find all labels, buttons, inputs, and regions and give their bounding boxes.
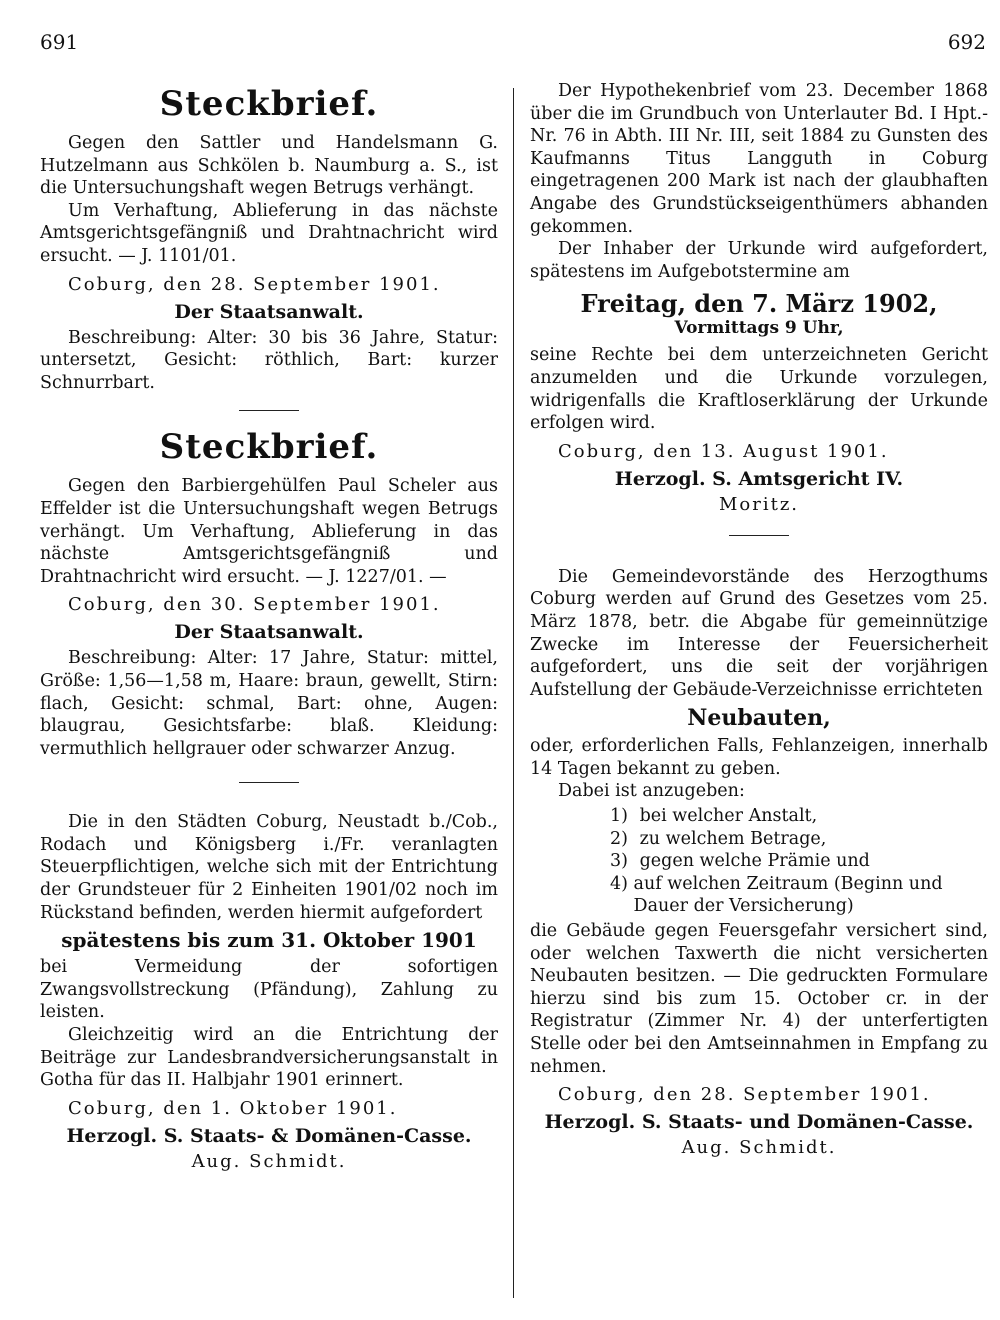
list-item-number: 2): [610, 828, 628, 849]
list-item-text: gegen welche Prämie und: [639, 851, 870, 872]
notice-body: Die Gemeindevorstände des Herzogthums Coburg werden auf Grund des Gesetzes vom 25. März 1878, betr. die Abgabe für gemeinnützige Zwecke im Interesse der Feuersicherheit aufgefordert, uns die seit der vorjährigen Aufstellung der Gebäude-Verzeichnisse errichteten: [530, 566, 988, 700]
list-item: [610, 805, 988, 828]
section-rule: [239, 782, 299, 783]
signatory-name: Aug. Schmidt.: [191, 1150, 347, 1172]
notice-mortgage-letter: [530, 80, 988, 515]
notice-heading: Neubauten,: [687, 705, 831, 732]
list-item: [610, 873, 988, 918]
place-date: Coburg, den 1. Oktober 1901.: [68, 1097, 398, 1119]
place-date: Coburg, den 30. September 1901.: [68, 594, 441, 616]
list-item-text: bei welcher Anstalt,: [639, 806, 818, 827]
notice-warrant-2: [40, 427, 498, 760]
column-divider: [513, 88, 514, 1298]
hearing-time: Vormittags 9 Uhr,: [674, 318, 844, 339]
section-rule: [729, 535, 789, 536]
person-description: Beschreibung: Alter: 17 Jahre, Statur: mittel, Größe: 1,56—1,58 m, Haare: braun, gewellt, Stirn: flach, Gesicht: schmal, Bart: ohne, Augen: blaugrau, Gesichtsfarbe: blaß. Kleidung: vermuthlich hellgrauer oder schwarzer Anzug.: [40, 648, 498, 759]
place-date: Coburg, den 13. August 1901.: [558, 440, 889, 462]
notice-warrant-1: [40, 84, 498, 394]
place-date: Coburg, den 28. September 1901.: [68, 273, 441, 295]
notice-body-2: Der Inhaber der Urkunde wird aufgefordert, spätestens im Aufgebotstermine am: [530, 239, 988, 282]
notice-fire-insurance: [530, 566, 988, 1158]
notice-body-3: seine Rechte bei dem unterzeichneten Gericht anzumelden und die Urkunde vorzulegen, widrigenfalls die Kraftloserklärung der Urkunde erfolgen wird.: [530, 345, 988, 434]
list-intro: Dabei ist anzugeben:: [558, 781, 745, 802]
signature: Herzogl. S. Staats- & Domänen-Casse.: [66, 1124, 472, 1147]
signatory-name: Aug. Schmidt.: [681, 1137, 837, 1159]
signature: Herzogl. S. Amtsgericht IV.: [614, 467, 904, 490]
person-description: Beschreibung: Alter: 30 bis 36 Jahre, Statur: untersetzt, Gesicht: röthlich, Bart: kurzer Schnurrbart.: [40, 327, 498, 393]
notice-request: Um Verhaftung, Ablieferung in das nächste Amtsgerichtsgefängniß und Drahtnachricht wird ersucht. — J. 1101/01.: [40, 200, 498, 266]
notice-land-tax: [40, 811, 498, 1172]
page-number-left: 691: [40, 30, 79, 54]
signature: Herzogl. S. Staats- und Domänen-Casse.: [544, 1111, 974, 1134]
notice-body: Die in den Städten Coburg, Neustadt b./Cob., Rodach und Königsberg i./Fr. veranlagten Steuerpflichtigen, welche sich mit der Entrichtung der Grundsteuer für 2 Einheiten 1901/02 noch im Rückstand befinden, werden hiermit aufgefordert: [40, 812, 498, 923]
list-item-number: 1): [610, 806, 628, 827]
signature: Der Staatsanwalt.: [174, 621, 364, 644]
list-item: [610, 828, 988, 851]
list-item-number: 3): [610, 851, 628, 872]
notice-title: Steckbrief.: [159, 427, 379, 468]
right-column: [530, 80, 988, 1158]
notice-body: Der Hypothekenbrief vom 23. December 1868 über die im Grundbuch von Unterlauter Bd. I Hpt.-Nr. 76 in Abth. III Nr. III, seit 1884 zu Gunsten des Kaufmanns Titus Langguth in Coburg eingetragenen 200 Mark ist nach der glaubhaften Angabe des Grundstückseigenthümers abhanden gekommen.: [530, 81, 988, 237]
info-list: [610, 805, 988, 918]
signatory-name: Moritz.: [718, 493, 800, 515]
notice-body-2: oder, erforderlichen Falls, Fehlanzeigen, innerhalb 14 Tagen bekannt zu geben.: [530, 736, 988, 779]
list-item-text: zu welchem Betrage,: [639, 828, 827, 849]
notice-body-3: Gleichzeitig wird an die Entrichtung der Beiträge zur Landesbrandversicherungsanstalt in Gotha für das II. Halbjahr 1901 erinnert.: [40, 1025, 498, 1091]
deadline: spätestens bis zum 31. Oktober 1901: [61, 928, 477, 953]
notice-body-3: die Gebäude gegen Feuersgefahr versichert sind, oder welchen Taxwerth die nicht versicherten Neubauten besitzen. — Die gedruckten Formulare hierzu sind bis zum 15. October cr. in der Registratur (Zimmer Nr. 4) der unterfertigten Stelle oder bei den Amtseinnahmen in Empfang zu nehmen.: [530, 921, 988, 1077]
notice-body-2: bei Vermeidung der sofortigen Zwangsvollstreckung (Pfändung), Zahlung zu leisten.: [40, 957, 498, 1023]
signature: Der Staatsanwalt.: [174, 300, 364, 323]
list-item-text: auf welchen Zeitraum (Beginn und Dauer der Versicherung): [633, 873, 943, 917]
page-number-right: 692: [947, 30, 986, 54]
place-date: Coburg, den 28. September 1901.: [558, 1084, 931, 1106]
hearing-date: Freitag, den 7. März 1902,: [580, 289, 938, 319]
list-item: [610, 850, 988, 873]
list-item-number: 4): [610, 873, 628, 894]
left-column: [40, 80, 498, 1172]
notice-body: Gegen den Barbiergehülfen Paul Scheler aus Effelder ist die Untersuchungshaft wegen Betrugs verhängt. Um Verhaftung, Ablieferung in das nächste Amtsgerichtsgefängniß und Drahtnachricht wird ersucht. — J. 1227/01. —: [40, 476, 498, 587]
notice-title: Steckbrief.: [159, 84, 379, 124]
section-rule: [239, 410, 299, 411]
notice-body: Gegen den Sattler und Handelsmann G. Hutzelmann aus Schkölen b. Naumburg a. S., ist die Untersuchungshaft wegen Betrugs verhängt.: [40, 133, 498, 199]
